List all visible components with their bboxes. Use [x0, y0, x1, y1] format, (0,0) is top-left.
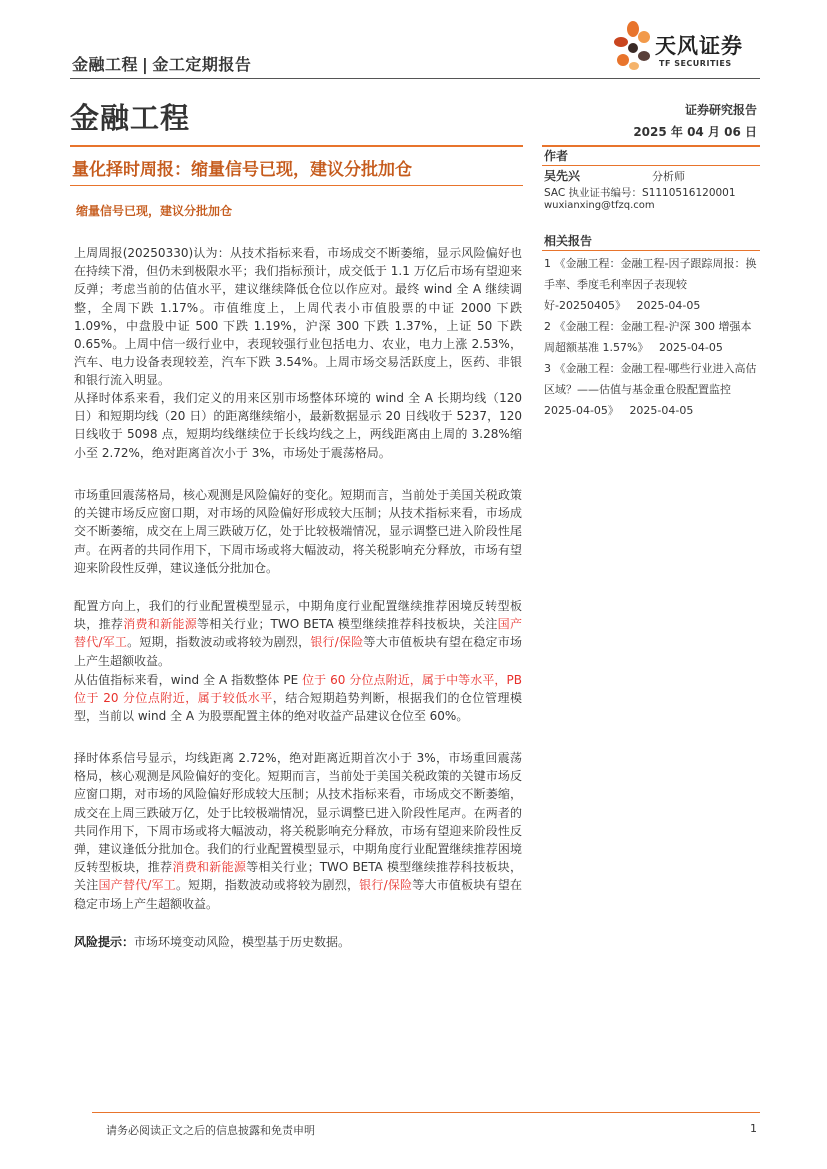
p4-highlight-military: 国产替代/军工	[74, 617, 522, 650]
header-series: 金工定期报告	[152, 55, 252, 74]
p6-text-b: 等相关行业；TWO BETA 模型继续推荐科技板块，关注	[74, 860, 522, 893]
related-report-date: 2025-04-05	[636, 299, 701, 312]
paragraph-3-text: 市场重回震荡格局，核心观测是风险偏好的变化。短期而言，当前处于美国关税政策的关键市场反应窗口期，对市场的风险偏好形成较大压制；从技术指标来看，市场成交不断萎缩，成交在上周三跌破万亿，处于比较极端情况，显示调整已进入阶段性尾声。在两者的共同作用下，下周市场或将大幅波动，将关税影响充分释放，市场有望迎来阶段性反弹，建议逢低分批加仓。	[74, 488, 522, 575]
related-report-title: 3 《金融工程：金融工程-哪些行业进入高估区域？——估值与基金重仓股配置监控 2025-04-05》	[544, 362, 757, 417]
related-report-item[interactable]	[544, 358, 760, 421]
paragraph-6	[74, 749, 522, 913]
risk-text: 市场环境变动风险，模型基于历史数据。	[134, 935, 351, 949]
p4-text-c: 。短期，指数波动或将较为剧烈，	[127, 635, 311, 650]
p6-text-d: 等大市值板块有望在稳定市场上产生超额收益。	[74, 878, 522, 911]
author-email[interactable]: wuxianxing@tfzq.com	[544, 200, 655, 211]
logo-name-cn: 天风证券	[655, 34, 743, 58]
report-date: 2025 年 04 月 06 日	[633, 125, 757, 139]
footer-disclaimer: 请务必阅读正文之后的信息披露和免责申明	[106, 1124, 315, 1137]
header-divider	[70, 78, 760, 79]
report-type: 证券研究报告	[684, 103, 757, 117]
p5-highlight-valuation: 位于 60 分位点附近，属于中等水平，PB 位于 20 分位点附近，属于较低水平	[74, 673, 522, 706]
logo-flower-icon	[611, 20, 655, 72]
header-title	[72, 52, 251, 75]
header-separator: |	[142, 55, 149, 74]
related-report-date: 2025-04-05	[658, 341, 723, 354]
p4-text-b: 等相关行业；TWO BETA 模型继续推荐科技板块，关注	[197, 617, 498, 632]
p4-highlight-bank: 银行/保险	[310, 635, 364, 650]
p5-text-b: ，结合短期趋势判断，根据我们的仓位管理模型，当前以 wind 全 A 为股票配置主体的绝对收益产品建议仓位至 60%。	[74, 691, 522, 724]
related-reports-list	[544, 253, 760, 421]
related-report-title: 1 《金融工程：金融工程-因子跟踪周报：换手率、季度毛利率因子表现较好-20250405》	[544, 257, 757, 312]
paragraph-5	[74, 671, 522, 726]
related-report-item[interactable]	[544, 316, 760, 358]
p6-highlight-bank: 银行/保险	[359, 878, 413, 893]
author-rule	[542, 165, 760, 166]
footer-rule	[92, 1112, 760, 1113]
p4-highlight-consumer: 消费和新能源	[123, 617, 197, 632]
related-heading: 相关报告	[544, 234, 593, 248]
risk-notice	[74, 933, 350, 950]
page-number: 1	[750, 1122, 757, 1135]
p6-highlight-military: 国产替代/军工	[98, 878, 176, 893]
company-logo	[611, 20, 761, 72]
category-big-title: 金融工程	[70, 101, 191, 135]
paragraph-1	[74, 244, 522, 390]
p6-highlight-consumer: 消费和新能源	[172, 860, 247, 875]
p6-text-a: 择时体系信号显示，均线距离 2.72%，绝对距离近期首次小于 3%，市场重回震荡格局，核心观测是风险偏好的变化。短期而言，当前处于美国关税政策的关键市场反应窗口期，对市场的风险偏好形成较大压制；从技术指标来看，市场成交不断萎缩，成交在上周三跌破万亿，处于比较极端情况，显示调整已进入阶段性尾声。在两者的共同作用下，下周市场或将大幅波动，将关税影响充分释放，市场有望迎来阶段性反弹，建议逢低分批加仓。我们的行业配置模型显示，中期角度行业配置继续推荐困境反转型板块，推荐	[74, 751, 522, 875]
paragraph-2	[74, 389, 522, 462]
risk-label: 风险提示：	[74, 935, 135, 949]
report-title: 量化择时周报：缩量信号已现，建议分批加仓	[72, 160, 412, 180]
p4-text-a: 配置方向上，我们的行业配置模型显示，中期角度行业配置继续推荐困境反转型板块，推荐	[74, 599, 522, 632]
logo-name-en: TF SECURITIES	[659, 59, 732, 68]
paragraph-1-text: 上周周报(20250330)认为：从技术指标来看，市场成交不断萎缩，显示风险偏好也在持续下滑，但仍未到极限水平；我们指标预计，成交低于 1.1 万亿后市场有望迎来反弹；考虑当前的估值水平，建议继续降低仓位以作应对。最终 wind 全 A 继续调整，全周下跌 1.17%。市值维度上，上周代表小市值股票的中证 2000 下跌 1.09%，中盘股中证 500 下跌 1.19%，沪深 300 下跌 1.37%，上证 50 下跌 0.65%。上周中信一级行业中，表现较强行业包括电力、农业，电力上涨 2.53%，汽车、电力设备表现较差，汽车下跌 3.54%。上周市场交易活跃度上，医药、非银和银行流入明显。	[74, 246, 522, 388]
report-subhead: 缩量信号已现，建议分批加仓	[76, 204, 233, 218]
p5-text-a: 从估值指标来看，wind 全 A 指数整体 PE	[74, 673, 303, 687]
author-role: 分析师	[652, 170, 685, 183]
title-underline	[70, 185, 523, 186]
header-category: 金融工程	[72, 55, 139, 74]
paragraph-4	[74, 597, 522, 670]
related-report-date: 2025-04-05	[629, 404, 694, 417]
paragraph-2-text: 从择时体系来看，我们定义的用来区别市场整体环境的 wind 全 A 长期均线（120 日）和短期均线（20 日）的距离继续缩小，最新数据显示 20 日线收于 5237，120 日线收于 5098 点，短期均线继续位于长线均线之上，两线距离由上周的 3.28%缩小至 2.72%，绝对距离首次小于 3%，市场处于震荡格局。	[74, 391, 522, 460]
title-rule-left	[70, 145, 523, 147]
related-rule	[542, 250, 760, 251]
author-heading: 作者	[544, 149, 569, 163]
author-cert: SAC 执业证书编号：S1110516120001	[544, 187, 736, 199]
title-rule-right	[542, 145, 760, 147]
author-name: 吴先兴	[544, 169, 581, 183]
p4-text-d: 等大市值板块有望在稳定市场上产生超额收益。	[74, 635, 522, 668]
related-report-title: 2 《金融工程：金融工程-沪深 300 增强本周超额基准 1.57%》	[544, 320, 752, 354]
paragraph-3	[74, 486, 522, 577]
p6-text-c: 。短期，指数波动或将较为剧烈，	[175, 878, 360, 893]
related-report-item[interactable]	[544, 253, 760, 316]
